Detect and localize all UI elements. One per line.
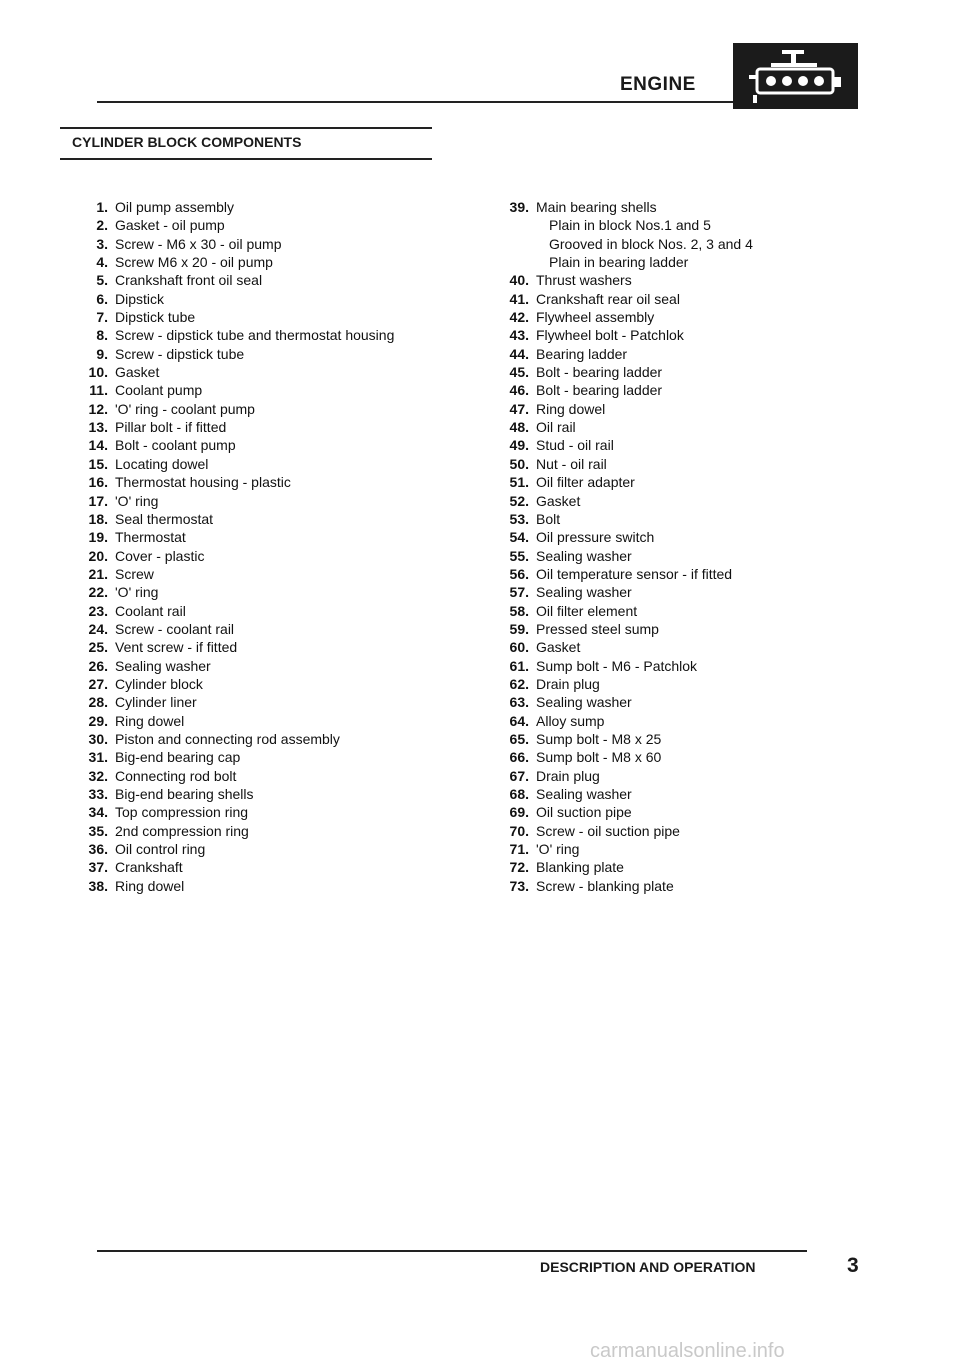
list-item bbox=[489, 381, 889, 399]
list-item bbox=[68, 308, 468, 326]
item-number: 49. bbox=[509, 437, 529, 454]
list-item bbox=[68, 767, 468, 785]
subitem-text: Plain in bearing ladder bbox=[549, 254, 689, 271]
item-number: 61. bbox=[509, 657, 529, 674]
item-text: Drain plug bbox=[536, 767, 600, 784]
list-item bbox=[489, 657, 889, 675]
list-item bbox=[68, 803, 468, 821]
list-item bbox=[68, 198, 468, 216]
item-text: Alloy sump bbox=[536, 712, 605, 729]
item-text: Sealing washer bbox=[536, 584, 632, 601]
list-item bbox=[68, 583, 468, 601]
list-item bbox=[489, 290, 889, 308]
item-number: 11. bbox=[89, 382, 108, 399]
list-item bbox=[68, 638, 468, 656]
item-number: 8. bbox=[96, 327, 108, 344]
watermark: carmanualsonline.info bbox=[590, 1340, 785, 1362]
list-item bbox=[489, 858, 889, 876]
list-subitem bbox=[489, 235, 889, 253]
list-item bbox=[68, 748, 468, 766]
list-item bbox=[68, 712, 468, 730]
item-text: Crankshaft rear oil seal bbox=[536, 290, 680, 307]
item-number: 13. bbox=[88, 419, 108, 436]
item-number: 24. bbox=[88, 620, 108, 637]
item-number: 18. bbox=[88, 510, 108, 527]
list-item bbox=[489, 455, 889, 473]
engine-block-icon bbox=[733, 43, 858, 109]
item-text: Sump bolt - M8 x 25 bbox=[536, 730, 662, 747]
item-text: Screw - M6 x 30 - oil pump bbox=[115, 235, 282, 252]
item-number: 22. bbox=[88, 584, 108, 601]
list-item bbox=[68, 840, 468, 858]
item-number: 28. bbox=[88, 694, 108, 711]
list-item bbox=[489, 418, 889, 436]
list-item bbox=[68, 436, 468, 454]
item-text: Blanking plate bbox=[536, 859, 624, 876]
item-number: 51. bbox=[509, 474, 529, 491]
item-text: Dipstick tube bbox=[115, 309, 196, 326]
item-number: 52. bbox=[509, 492, 529, 509]
item-number: 21. bbox=[88, 565, 108, 582]
item-number: 2. bbox=[96, 217, 108, 234]
item-number: 57. bbox=[509, 584, 529, 601]
subitem-text: Plain in block Nos.1 and 5 bbox=[549, 217, 711, 234]
item-text: Ring dowel bbox=[115, 877, 185, 894]
item-text: Flywheel bolt - Patchlok bbox=[536, 327, 684, 344]
list-item bbox=[68, 657, 468, 675]
list-item bbox=[489, 436, 889, 454]
list-item bbox=[489, 547, 889, 565]
item-number: 69. bbox=[509, 804, 529, 821]
list-item bbox=[489, 510, 889, 528]
list-item bbox=[68, 400, 468, 418]
list-item bbox=[489, 803, 889, 821]
list-item bbox=[489, 271, 889, 289]
item-number: 9. bbox=[96, 345, 108, 362]
item-text: Crankshaft front oil seal bbox=[115, 272, 263, 289]
item-text: Cover - plastic bbox=[115, 547, 205, 564]
list-subitem bbox=[489, 253, 889, 271]
item-number: 68. bbox=[509, 786, 529, 802]
item-number: 72. bbox=[509, 859, 529, 876]
list-item bbox=[68, 345, 468, 363]
item-number: 46. bbox=[509, 382, 529, 399]
list-item bbox=[68, 547, 468, 565]
item-number: 65. bbox=[509, 730, 529, 747]
subitem-text: Grooved in block Nos. 2, 3 and 4 bbox=[549, 235, 753, 252]
list-item bbox=[68, 620, 468, 638]
item-number: 7. bbox=[96, 309, 108, 326]
item-number: 66. bbox=[509, 749, 529, 766]
item-number: 26. bbox=[88, 657, 108, 674]
item-number: 19. bbox=[88, 529, 108, 546]
item-text: Sealing washer bbox=[536, 694, 632, 711]
list-item bbox=[489, 363, 889, 381]
section-rule-bottom bbox=[60, 158, 432, 160]
item-number: 56. bbox=[509, 565, 529, 582]
item-text: Oil temperature sensor - if fitted bbox=[536, 565, 733, 582]
list-item bbox=[68, 381, 468, 399]
item-number: 15. bbox=[88, 455, 108, 472]
header-divider bbox=[97, 101, 733, 103]
list-item bbox=[68, 693, 468, 711]
list-item bbox=[489, 767, 889, 785]
item-text: Bolt bbox=[536, 510, 561, 527]
item-text: Oil rail bbox=[536, 419, 576, 436]
list-item bbox=[68, 510, 468, 528]
item-number: 36. bbox=[88, 841, 108, 858]
list-item bbox=[68, 730, 468, 748]
list-item bbox=[489, 326, 889, 344]
item-number: 39. bbox=[509, 199, 529, 215]
list-item bbox=[68, 363, 468, 381]
item-text: Oil control ring bbox=[115, 841, 206, 858]
item-number: 63. bbox=[509, 694, 529, 711]
item-number: 25. bbox=[88, 639, 108, 656]
list-item bbox=[68, 290, 468, 308]
item-text: Cylinder liner bbox=[115, 694, 197, 711]
item-text: Ring dowel bbox=[115, 712, 185, 729]
list-item bbox=[68, 235, 468, 253]
item-number: 54. bbox=[509, 529, 529, 546]
item-text: Thermostat housing - plastic bbox=[115, 474, 291, 491]
item-number: 43. bbox=[509, 327, 529, 344]
list-item bbox=[68, 858, 468, 876]
item-text: Pillar bolt - if fitted bbox=[115, 419, 227, 436]
item-number: 37. bbox=[88, 859, 108, 876]
list-item bbox=[489, 583, 889, 601]
item-text: Gasket - oil pump bbox=[115, 217, 225, 234]
item-number: 67. bbox=[509, 767, 529, 784]
list-item bbox=[489, 345, 889, 363]
item-text: Nut - oil rail bbox=[536, 455, 607, 472]
item-text: Screw M6 x 20 - oil pump bbox=[115, 254, 273, 271]
item-text: Vent screw - if fitted bbox=[115, 639, 238, 656]
section-title: CYLINDER BLOCK COMPONENTS bbox=[72, 134, 302, 150]
list-item bbox=[489, 693, 889, 711]
list-item bbox=[68, 565, 468, 583]
list-item bbox=[68, 492, 468, 510]
item-text: Bearing ladder bbox=[536, 345, 628, 362]
list-item bbox=[489, 400, 889, 418]
item-text: Screw - dipstick tube and thermostat housing bbox=[115, 327, 395, 344]
item-text: Locating dowel bbox=[115, 455, 209, 472]
list-item bbox=[68, 418, 468, 436]
item-text: Top compression ring bbox=[115, 804, 249, 821]
item-number: 62. bbox=[509, 675, 529, 692]
page-header-title: ENGINE bbox=[620, 74, 696, 95]
list-item bbox=[68, 326, 468, 344]
item-number: 4. bbox=[96, 254, 108, 271]
item-number: 12. bbox=[88, 400, 108, 417]
item-number: 35. bbox=[88, 822, 108, 839]
item-text: Flywheel assembly bbox=[536, 309, 655, 326]
list-item bbox=[68, 271, 468, 289]
list-item bbox=[489, 308, 889, 326]
item-number: 59. bbox=[509, 620, 529, 637]
page-number: 3 bbox=[847, 1254, 859, 1277]
item-number: 53. bbox=[509, 510, 529, 527]
item-text: 2nd compression ring bbox=[115, 822, 249, 839]
item-text: Thermostat bbox=[115, 529, 186, 546]
list-item bbox=[68, 822, 468, 840]
item-number: 30. bbox=[88, 730, 108, 747]
item-text: 'O' ring - coolant pump bbox=[115, 400, 255, 417]
item-text: Piston and connecting rod assembly bbox=[115, 730, 340, 747]
item-text: Ring dowel bbox=[536, 400, 606, 417]
list-item bbox=[489, 602, 889, 620]
item-number: 64. bbox=[509, 712, 529, 729]
item-number: 23. bbox=[88, 602, 108, 619]
section-rule-top bbox=[60, 127, 432, 129]
parts-list-right bbox=[489, 198, 889, 895]
list-item bbox=[489, 675, 889, 693]
item-text: Sump bolt - M6 - Patchlok bbox=[536, 657, 698, 674]
item-number: 38. bbox=[88, 877, 108, 894]
item-text: Pressed steel sump bbox=[536, 620, 659, 637]
item-text: Bolt - bearing ladder bbox=[536, 382, 663, 399]
item-number: 33. bbox=[88, 786, 108, 802]
list-item bbox=[68, 216, 468, 234]
item-text: Sealing washer bbox=[115, 657, 211, 674]
footer-divider bbox=[97, 1250, 807, 1252]
item-text: Gasket bbox=[115, 364, 160, 381]
item-number: 20. bbox=[88, 547, 108, 564]
item-number: 17. bbox=[88, 492, 108, 509]
list-item bbox=[489, 198, 889, 216]
item-number: 44. bbox=[509, 345, 529, 362]
item-number: 1. bbox=[96, 199, 108, 215]
item-number: 29. bbox=[88, 712, 108, 729]
item-number: 47. bbox=[509, 400, 529, 417]
item-text: Crankshaft bbox=[115, 859, 183, 876]
item-text: Coolant rail bbox=[115, 602, 186, 619]
item-text: Sump bolt - M8 x 60 bbox=[536, 749, 662, 766]
list-item bbox=[489, 638, 889, 656]
item-number: 40. bbox=[509, 272, 529, 289]
item-number: 60. bbox=[509, 639, 529, 656]
item-text: Seal thermostat bbox=[115, 510, 214, 527]
item-number: 70. bbox=[509, 822, 529, 839]
item-text: Oil filter element bbox=[536, 602, 638, 619]
item-text: Gasket bbox=[536, 492, 581, 509]
list-item bbox=[489, 620, 889, 638]
parts-list-left bbox=[68, 198, 468, 895]
item-text: Sealing washer bbox=[536, 547, 632, 564]
item-text: Big-end bearing cap bbox=[115, 749, 241, 766]
list-item bbox=[68, 253, 468, 271]
item-number: 48. bbox=[509, 419, 529, 436]
item-number: 41. bbox=[509, 290, 529, 307]
list-item bbox=[68, 473, 468, 491]
item-number: 71. bbox=[509, 841, 529, 858]
item-text: Screw - oil suction pipe bbox=[536, 822, 680, 839]
item-text: 'O' ring bbox=[115, 492, 159, 509]
item-number: 34. bbox=[88, 804, 108, 821]
list-subitem bbox=[489, 216, 889, 234]
item-text: Oil pump assembly bbox=[115, 199, 235, 215]
item-number: 42. bbox=[509, 309, 529, 326]
item-text: Screw - dipstick tube bbox=[115, 345, 245, 362]
item-text: Main bearing shells bbox=[536, 199, 657, 215]
item-text: Oil pressure switch bbox=[536, 529, 655, 546]
item-text: Oil filter adapter bbox=[536, 474, 635, 491]
item-text: Oil suction pipe bbox=[536, 804, 632, 821]
list-item bbox=[68, 785, 468, 803]
item-text: Gasket bbox=[536, 639, 581, 656]
item-text: Drain plug bbox=[536, 675, 600, 692]
footer-title: DESCRIPTION AND OPERATION bbox=[540, 1259, 756, 1275]
list-item bbox=[68, 455, 468, 473]
item-text: Connecting rod bolt bbox=[115, 767, 237, 784]
item-text: Sealing washer bbox=[536, 786, 632, 802]
list-item bbox=[489, 785, 889, 803]
list-item bbox=[489, 712, 889, 730]
item-number: 10. bbox=[88, 364, 108, 381]
list-item bbox=[68, 528, 468, 546]
list-item bbox=[489, 730, 889, 748]
item-number: 32. bbox=[88, 767, 108, 784]
list-item bbox=[489, 492, 889, 510]
item-number: 14. bbox=[88, 437, 108, 454]
item-text: Thrust washers bbox=[536, 272, 632, 289]
item-number: 31. bbox=[88, 749, 108, 766]
list-item bbox=[68, 675, 468, 693]
list-item bbox=[68, 602, 468, 620]
item-number: 58. bbox=[509, 602, 529, 619]
item-number: 73. bbox=[509, 877, 529, 894]
item-text: Screw - blanking plate bbox=[536, 877, 674, 894]
item-number: 3. bbox=[96, 235, 108, 252]
item-text: Big-end bearing shells bbox=[115, 786, 254, 802]
list-item bbox=[489, 877, 889, 895]
item-text: Screw bbox=[115, 565, 154, 582]
list-item bbox=[489, 822, 889, 840]
list-item bbox=[68, 877, 468, 895]
item-number: 5. bbox=[96, 272, 108, 289]
list-item bbox=[489, 565, 889, 583]
item-text: Dipstick bbox=[115, 290, 165, 307]
item-text: Bolt - bearing ladder bbox=[536, 364, 663, 381]
item-text: 'O' ring bbox=[536, 841, 580, 858]
item-text: Stud - oil rail bbox=[536, 437, 614, 454]
item-number: 6. bbox=[96, 290, 108, 307]
item-text: Coolant pump bbox=[115, 382, 203, 399]
list-item bbox=[489, 840, 889, 858]
item-text: Bolt - coolant pump bbox=[115, 437, 236, 454]
item-number: 55. bbox=[509, 547, 529, 564]
list-item bbox=[489, 748, 889, 766]
item-number: 27. bbox=[88, 675, 108, 692]
item-text: Cylinder block bbox=[115, 675, 203, 692]
list-item bbox=[489, 473, 889, 491]
item-number: 50. bbox=[509, 455, 529, 472]
item-number: 45. bbox=[509, 364, 529, 381]
item-text: Screw - coolant rail bbox=[115, 620, 235, 637]
list-item bbox=[489, 528, 889, 546]
item-number: 16. bbox=[88, 474, 108, 491]
item-text: 'O' ring bbox=[115, 584, 159, 601]
